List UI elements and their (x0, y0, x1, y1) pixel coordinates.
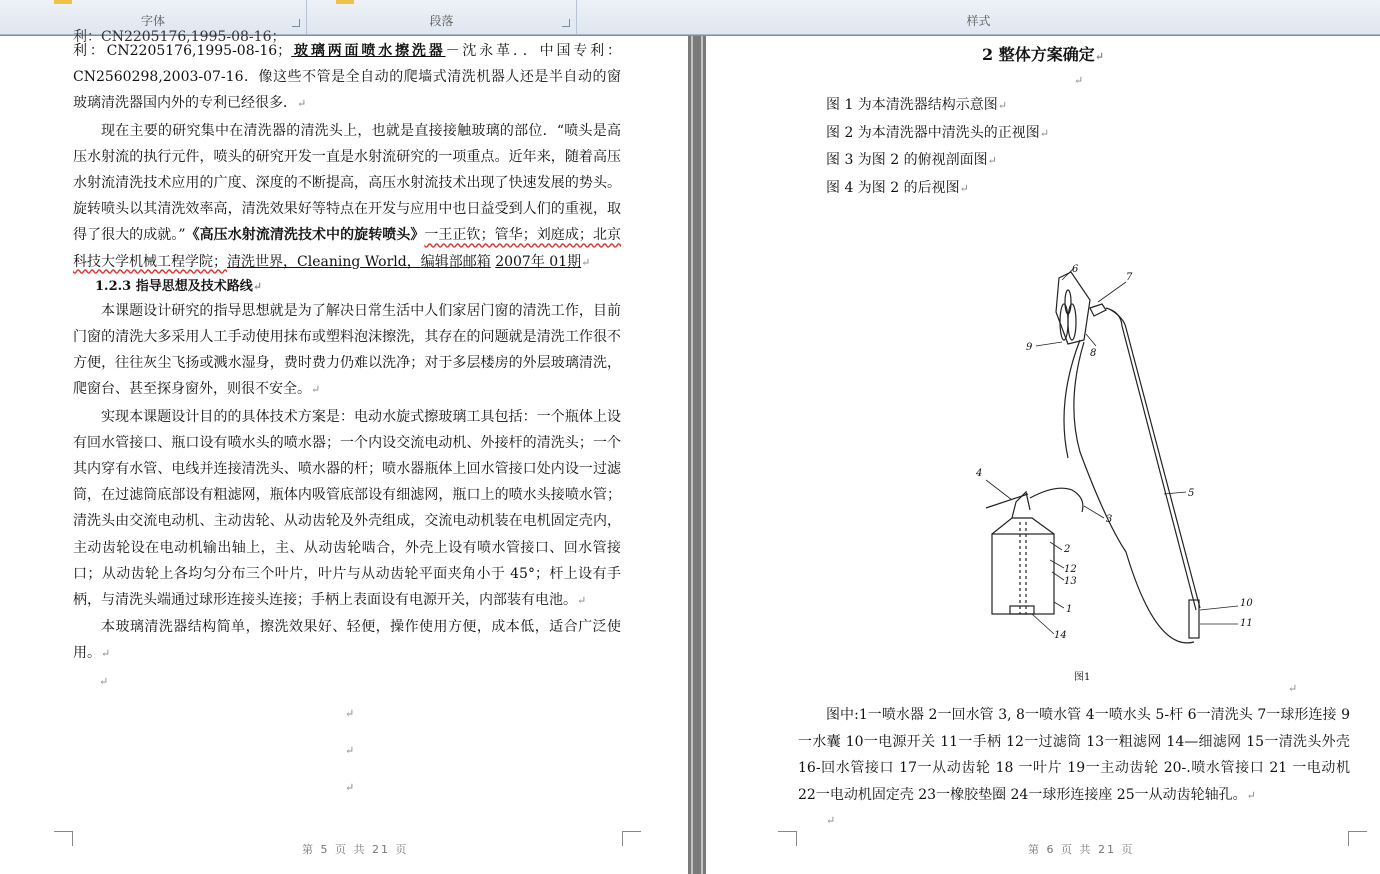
empty-paragraph (73, 695, 621, 732)
page-gutter (688, 36, 706, 874)
callout-14: 14 (1054, 630, 1067, 641)
paragraph-mark-icon: ↵ (297, 97, 307, 111)
empty-paragraph (73, 732, 621, 769)
patent-title-bold: 玻璃两面喷水擦洗器 (291, 43, 446, 59)
document-page-5[interactable] (0, 29, 688, 874)
paragraph-mark-icon: ↵ (1039, 126, 1050, 140)
water-pipe-line (1074, 342, 1194, 643)
paragraph-summary (73, 614, 621, 667)
figure-list-item (826, 175, 1049, 203)
section-heading-text: 1.2.3 指导思想及技术路线 (95, 278, 253, 294)
callout-13: 13 (1064, 576, 1077, 587)
callout-9: 9 (1026, 342, 1033, 353)
page-footer: 第 6 页 共 21 页 (1028, 843, 1135, 856)
figure-list-item-text: 图 4 为图 2 的后视图 (826, 179, 960, 196)
bottle-shoulder (992, 518, 1054, 534)
ribbon-group-styles (577, 0, 1380, 34)
figure-list (826, 92, 1049, 202)
paragraph-mark-icon: ↵ (345, 743, 355, 757)
paragraph-mark-icon: ↵ (345, 706, 355, 720)
document-page-6[interactable] (706, 36, 1380, 874)
paragraph-guiding-idea (73, 298, 621, 404)
figure-list-item-text: 图 1 为本清洗器结构示意图 (826, 97, 998, 113)
paragraph-technical-scheme (73, 404, 621, 615)
figure-list-item-text: 图 2 为本清洗器中清洗头的正视图 (826, 124, 1040, 141)
figure-list-item (826, 120, 1049, 148)
figure-caption-text: 图中:1一喷水器 2一回水管 3, 8一喷水管 4一喷水头 5-杆 6一清洗头 7一球形连接 9一水囊 10一电源开关 11一手柄 12一过滤筒 13一粗滤网 14—细滤网 15一清洗头外壳 16-回水管接口 17一从动齿轮 18 一叶片 19一主动齿轮 20-.喷水管接口 21 一电动机 22一电动机固定壳 23一橡胶垫圈 24一球形连接座 25一从动齿轮轴孔。 (798, 707, 1350, 803)
figure-list-item (826, 147, 1049, 175)
paragraph-mark-icon: ↵ (345, 780, 355, 794)
patent-prefix: 利：CN2205176,1995-08-16； (73, 43, 292, 59)
figure-list-item-text: 图 3 为图 2 的俯视剖面图 (826, 152, 988, 168)
callout-7: 7 (1126, 272, 1133, 283)
chapter-title (706, 42, 1380, 65)
rod-line (1111, 310, 1200, 608)
callout-5: 5 (1188, 488, 1195, 499)
margin-corner-mark (54, 831, 73, 846)
sprayer-bottle-shape (992, 534, 1054, 614)
citation-office: 编辑部邮箱 (420, 253, 491, 270)
margin-corner-mark (622, 831, 641, 846)
citation-date: 2007年 01期 (495, 253, 582, 270)
page-footer: 第 5 页 共 21 页 (302, 843, 409, 856)
citation-title-bold: 《高压水射流清洗技术中的旋转喷头》 (185, 227, 425, 244)
rod-line (1106, 308, 1196, 610)
paragraph-mark-icon: ↵ (99, 674, 109, 688)
callout-4: 4 (976, 468, 983, 479)
paragraph-patents (73, 38, 621, 118)
ribbon-group-paragraph-label: 段落 (429, 14, 454, 28)
paragraph-mark-icon: ↵ (581, 255, 591, 269)
patent-suffix: －沈永革．．中国专 (445, 43, 591, 59)
summary-text: 本玻璃清洗器结构简单，擦洗效果好、轻便，操作使用方便，成本低，适合广泛使用。 (73, 619, 621, 662)
figure-label: 图1 (1074, 672, 1091, 683)
callout-11: 11 (1240, 618, 1253, 629)
paragraph-mark-icon: ↵ (311, 383, 321, 397)
ribbon-group-styles-label: 样式 (966, 14, 991, 28)
paragraph-mark-icon: ↵ (826, 814, 836, 827)
empty-paragraph (73, 769, 621, 806)
paragraph-mark-icon: ↵ (1246, 788, 1256, 802)
callout-8: 8 (1090, 348, 1097, 359)
cleaner-structure-figure (956, 222, 1276, 683)
paragraph-mark-icon: ↵ (1074, 74, 1084, 87)
technical-scheme-text: 实现本课题设计目的的具体技术方案是：电动水旋式擦玻璃工具包括：一个瓶体上设有回水管接口、瓶口设有喷水头的喷水器；一个内设交流电动机、外接杆的清洗头；一个其内穿有水管、电线并连接清洗头、喷水器的杆；喷水器瓶体上回水管接口处内设一过滤筒，在过滤筒底部设有粗滤网，瓶体内吸管底部设有细滤网，瓶口上的喷水头接喷水管；清洗头由交流电动机、主动齿轮、从动齿轮及外壳组成，交流电动机装在电机固定壳内，主动齿轮设在电动机输出轴上，主、从动齿轮啮合，外壳上设有喷水管接口、回水管接口；从动齿轮上各均匀分布三个叶片，叶片与从动齿轮平面夹角小于 45°；杆上设有手柄，与清洗头端通过球形连接头连接；手柄上表面设有电源开关，内部装有电池。 (73, 408, 621, 609)
ball-joint-shape (1090, 304, 1106, 316)
callout-3: 3 (1106, 514, 1113, 525)
citation-journal: 清洗世界 (227, 253, 283, 270)
left-page-body (73, 24, 621, 806)
callout-10: 10 (1240, 598, 1253, 609)
paragraph-mark-icon: ↵ (252, 279, 262, 293)
empty-paragraph (73, 668, 621, 695)
nozzle-research-text: 现在主要的研究集中在清洗器的清洗头上，也就是直接接触玻璃的部位．“喷头是高压水射流的执行元件，喷头的研究开发一直是水射流研究的一项重点。近年来，随着高压水射流清洗技术应用的广度、深度的不断提高，高压水射流技术出现了快速发展的势头。旋转喷头以其清洗效率高，清洗效果好等特点在开发与应用中也日益受到人们的重视，取得了很大的成就。” (73, 122, 621, 244)
callout-1: 1 (1066, 604, 1073, 615)
margin-corner-mark (1348, 831, 1367, 846)
figure-caption (798, 702, 1350, 809)
citation-authors: 一王正钦；管华；刘庭成；北京科技大学机械工程学院； (73, 227, 621, 270)
guiding-idea-text: 本课题设计研究的指导思想就是为了解决日常生活中人们家居门窗的清洗工作，目前门窗的清洗大多采用人工手动使用抹布或塑料泡沫擦洗，其存在的问题就是清洗工作很不方便，往往灰尘飞扬或溅水湿身，费时费力仍难以洗净；对于多层楼房的外层玻璃清洗，爬窗台、甚至探身窗外，则很不安全。 (73, 302, 621, 398)
chapter-title-text: 2 整体方案确定 (982, 45, 1095, 64)
figure-list-item (826, 92, 1049, 120)
ribbon-group-font-label: 字体 (140, 14, 165, 28)
section-heading-1-2-3 (73, 276, 621, 298)
handle-shape (1189, 600, 1199, 638)
paragraph-nozzle-research (73, 118, 621, 276)
cleaning-head-blade (1065, 290, 1071, 314)
paragraph-mark-icon: ↵ (959, 181, 969, 195)
paragraph-mark-icon: ↵ (1094, 50, 1104, 63)
paragraph-mark-icon: ↵ (1288, 682, 1298, 695)
callout-2: 2 (1064, 544, 1071, 555)
partial-cut-line: 利：CN2205176,1995-08-16； (73, 29, 286, 45)
paragraph-mark-icon: ↵ (101, 647, 111, 661)
citation-journal-en: ，Cleaning World， (283, 253, 421, 270)
return-pipe-line (1030, 488, 1083, 512)
cleaning-head-blade (1068, 304, 1076, 340)
paragraph-mark-icon: ↵ (987, 154, 997, 167)
paragraph-mark-icon: ↵ (997, 99, 1008, 112)
patent-line-2: 利：CN2560298,2003-07-16．像这些不管是全自动的爬墙式清洗机器人还是半自动的窗玻璃清洗器国内外的专利已经很多． (73, 43, 622, 112)
margin-corner-mark (778, 831, 797, 846)
paragraph-mark-icon: ↵ (577, 594, 587, 608)
callout-12: 12 (1064, 564, 1077, 575)
fine-filter-shape (1010, 606, 1034, 614)
callout-6: 6 (1072, 264, 1079, 275)
